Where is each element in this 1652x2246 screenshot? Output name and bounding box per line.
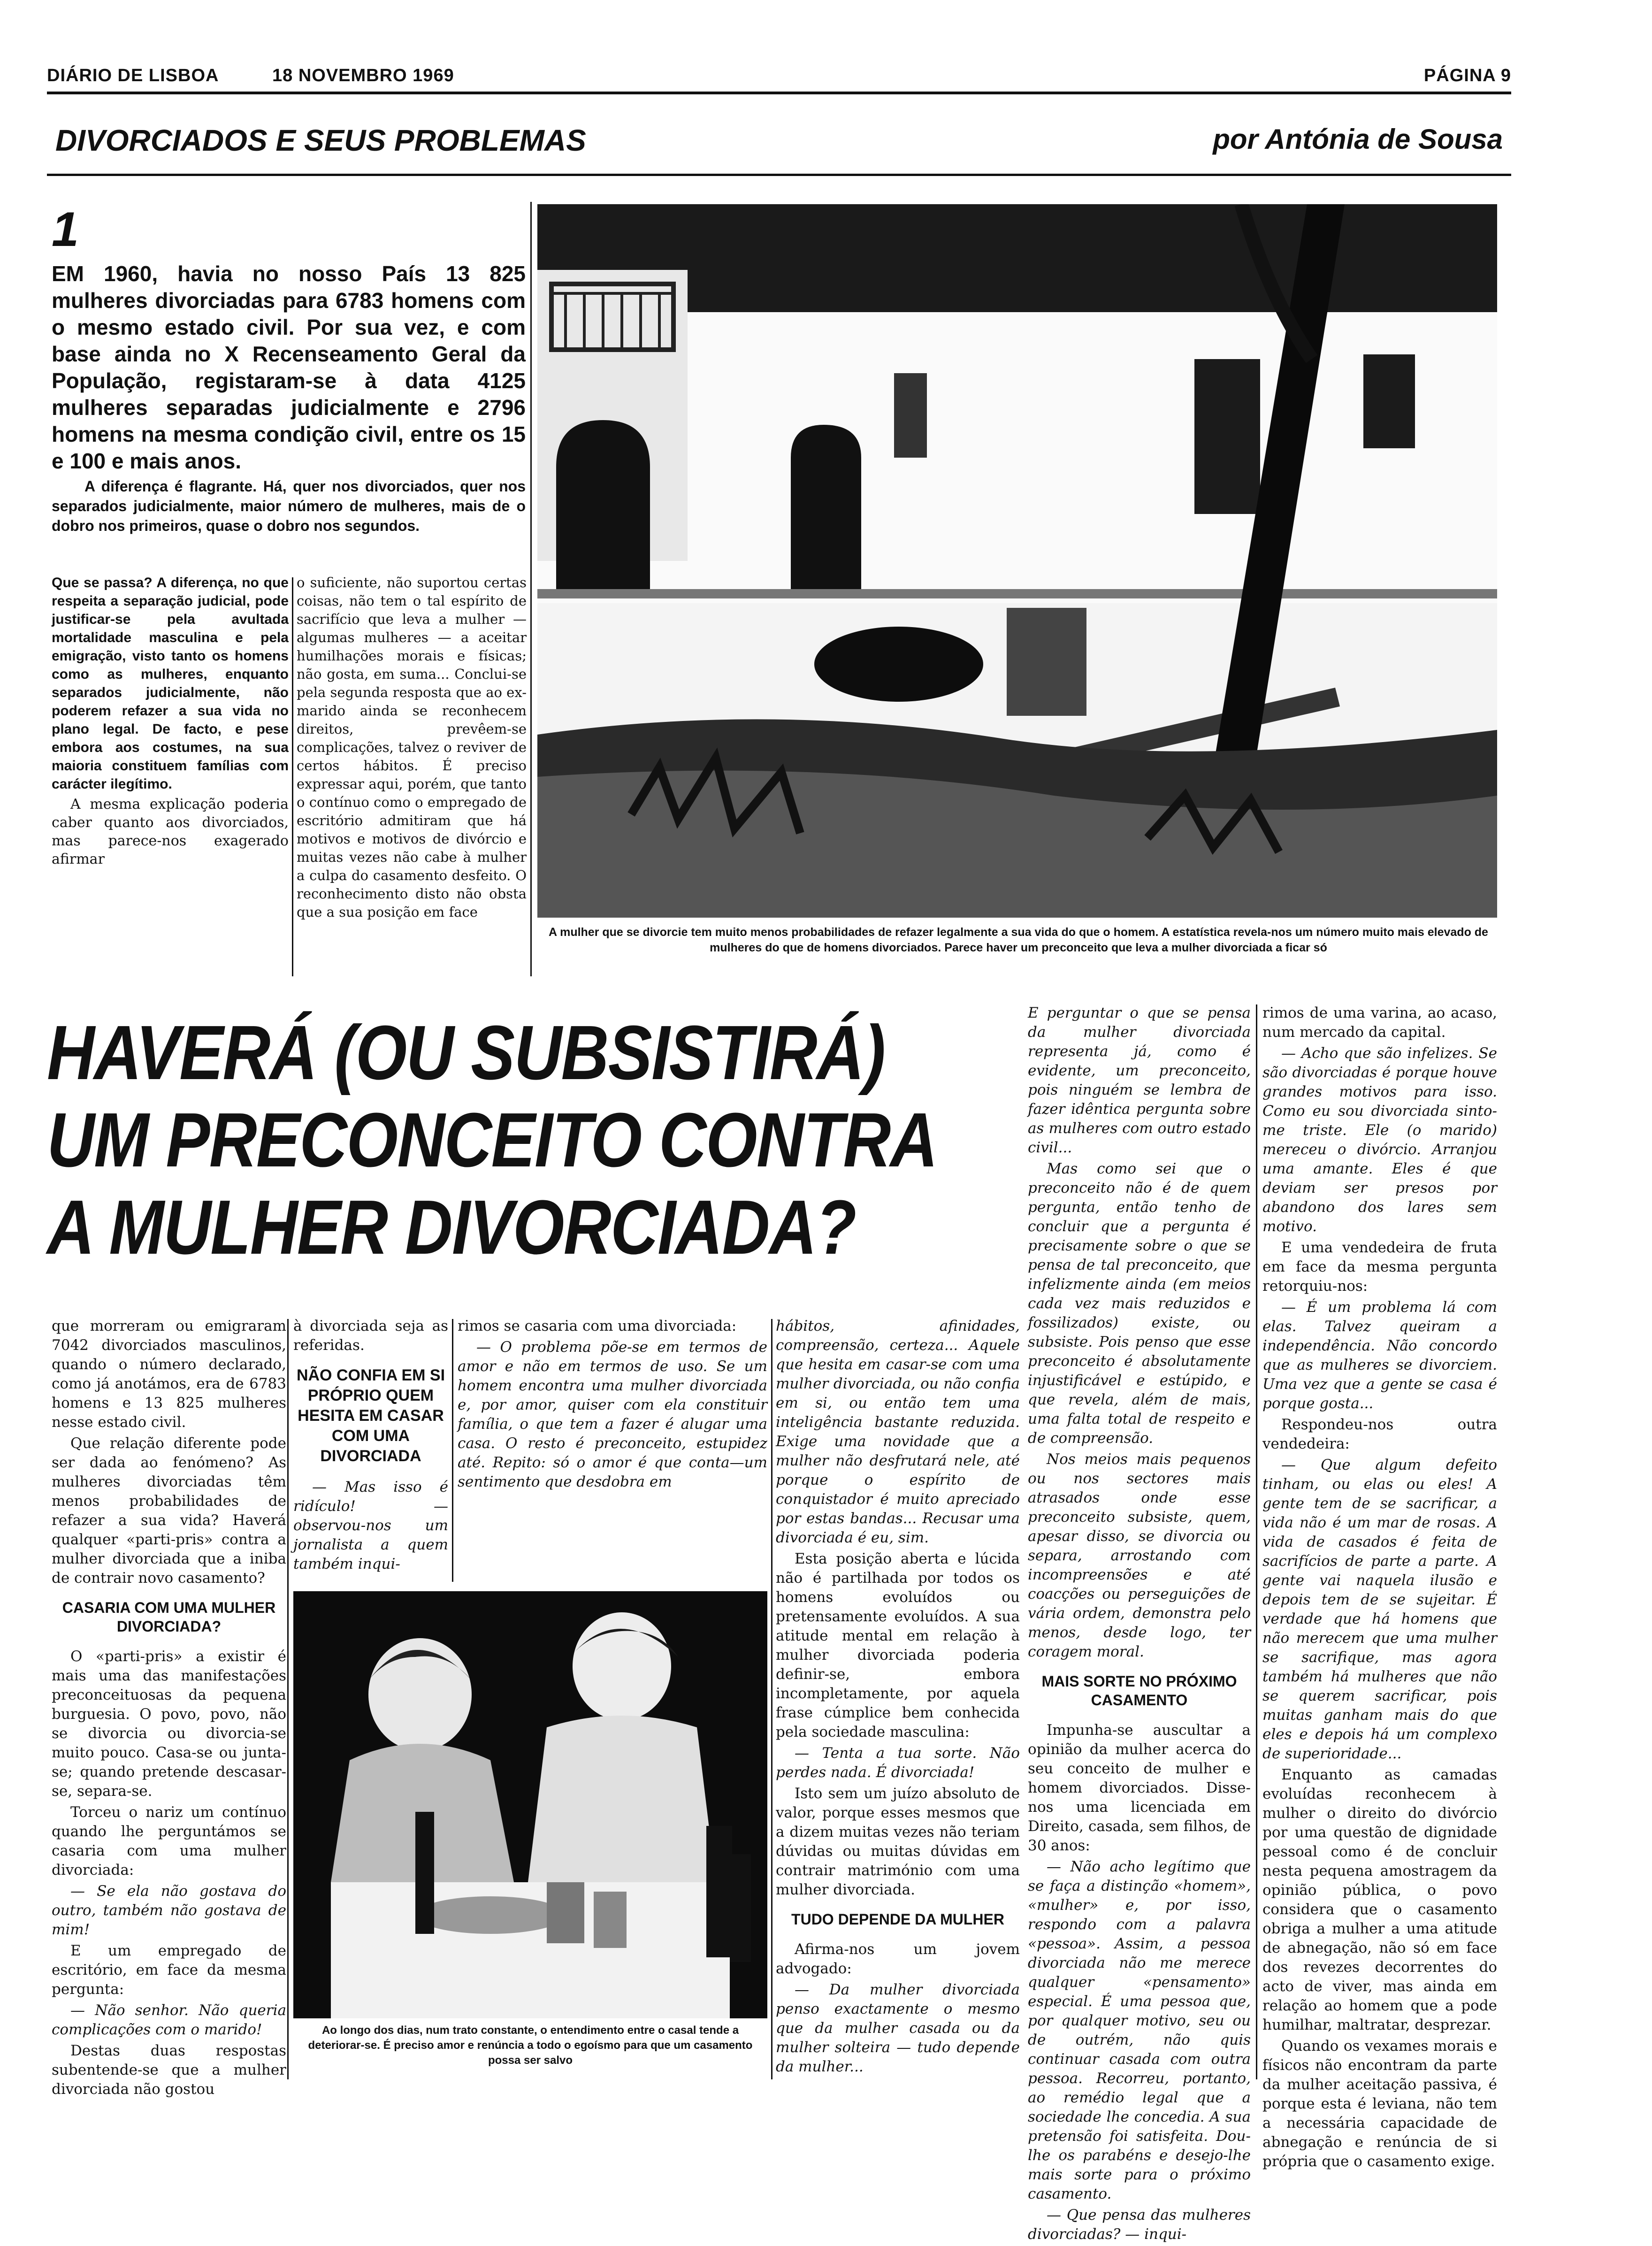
col-divider (287, 1319, 289, 2079)
headline-line2: UM PRECONCEITO CONTRA (47, 1097, 937, 1183)
col-b-p1: o suficiente, não suportou certas coisas, não tem o tal espírito de sacrifício que leva a mulher — algumas mulheres — a aceitar humilhações morais e físicas; não gosta, em suma... Conclui-se pela segunda resposta que ao ex-marido ainda se reconhecem direitos, prevêem-se complicações, talvez o reviver de certos hábitos. É preciso expressar aqui, porém, que tanto o contínuo como o empregado de escritório admitiram que há motivos e motivos de divórcio e muitas vezes não cabe à mulher a culpa do casamento desfeito. O reconhecimento disto não obsta que a sua posição em face (297, 575, 527, 920)
col-h-p3: E uma vendedeira de fruta em face da mesma pergunta retorquiu-nos: (1262, 1239, 1497, 1295)
col-h-p7: Enquanto as camadas evoluídas reconhecem à mulher o direito do divórcio por uma questão de dignidade pessoal como é de concluir nesta pequena amostragem da opinião pública, o povo considera que o casamento obriga a mulher a uma atitude de abnegação, não só em face dos revezes decorrentes do acto de viver, mas ainda em relação ao homem que a pode humilhar, maltratar, desprezar. (1262, 1766, 1497, 2033)
col-g-p1: E perguntar o que se pensa da mulher divorciada representa já, como é evidente, um preconceito, pois ninguém se lembra de fazer idêntica pergunta sobre as mulheres com outro estado civil... (1028, 1004, 1251, 1156)
couple-at-table-icon (293, 1591, 767, 2018)
col-c-p2: Que relação diferente pode ser dada ao fenómeno? As mulheres divorciadas têm menos probabilidades de refazer a sua vida? Haverá qualquer «parti-pris» contra a mulher divorciada que a iniba de contrair novo casamento? (52, 1435, 286, 1587)
col-c-p8: Destas duas respostas subentende-se que a mulher divorciada não gostou (52, 2042, 286, 2098)
headline-line1: HAVERÁ (OU SUBSISTIRÁ) (47, 1010, 885, 1096)
part-number: 1 (52, 202, 79, 257)
couple-at-table-photo (293, 1591, 767, 2018)
col-c-p4: Torceu o nariz um contínuo quando lhe perguntámos se casaria com uma mulher divorciada: (52, 1804, 286, 1878)
photo1-caption: A mulher que se divorcie tem muito menos probabilidades de refazer legalmente a sua vida do que o homem. A estatística revela-nos um número muito mais elevado de mulheres do que de homens divorciados. Parece haver um preconceito que leva a mulher divorciada a ficar só (549, 926, 1488, 954)
column-h (1262, 1004, 1497, 2173)
series-rule (47, 174, 1511, 176)
col-f-p2: Esta posição aberta e lúcida não é partilhada por todos os homens evoluídos ou pretensamente evoluídos. A sua atitude mental em relação à mulher divorciada poderia definir-se, embora incompletamente, por aquela frase cúmplice bem conhecida pela sociedade masculina: (776, 1550, 1020, 1740)
col-h-p6: — Que algum defeito tinham, ou elas ou eles! A gente tem de se sacrificar, a vida não é um mar de rosas. A vida de casados é feita de sacrifícios de parte a parte. A gente vai naquela ilusão e depois tem de se sujeitar. É verdade que há homens que não merecem que uma mulher se sacrifique, mas agora também há mulheres que não se querem sacrificar, pois muitas ganham mais do que eles e depois há um complexo de superioridade... (1262, 1456, 1497, 1762)
col-h-p8: Quando os vexames morais e físicos não encontram da parte da mulher aceitação passiva, é porque esta é leviana, não tem a necessária capacidade de abnegação e renúncia de si própria que o casamento exige. (1262, 2038, 1497, 2170)
page-number: PÁGINA 9 (1423, 66, 1511, 85)
intro-paragraph: A diferença é flagrante. Há, quer nos divorciados, quer nos separados judicialmente, maior número de mulheres, mais de o dobro nos primeiros, quase o dobro nos segundos. (52, 478, 526, 534)
col-g-subhead: MAIS SORTE NO PRÓXIMO CASAMENTO (1041, 1673, 1237, 1709)
street-scene-icon (537, 204, 1497, 918)
col-divider (292, 577, 293, 976)
issue-date: 18 NOVEMBRO 1969 (272, 66, 454, 85)
column-b (297, 574, 527, 923)
col-c-p3: O «parti-pris» a existir é mais uma das manifestações preconceituosas da pequena burguesia. O povo, povo, não se divorcia ou divorcia-se muito pouco. Casa-se ou junta-se; quando pretende descasar-se, separa-se. (52, 1648, 286, 1800)
col-f-p4: Isto sem um juízo absoluto de valor, porque esses mesmos que a dizem muitas vezes não teriam dúvidas ou muitas dúvidas em contrair matrimónio com uma mulher divorciada. (776, 1785, 1020, 1898)
column-d (293, 1317, 448, 1576)
col-c-subhead: CASARIA COM UMA MULHER DIVORCIADA? (62, 1599, 276, 1635)
series-title: DIVORCIADOS E SEUS PROBLEMAS (55, 123, 586, 157)
col-c-p5: — Se ela não gostava do outro, também não gostava de mim! (52, 1883, 286, 1938)
street-scene-photo (537, 204, 1497, 918)
col-divider (1256, 1004, 1257, 2079)
column-e (458, 1317, 767, 1494)
col-d-p1: à divorciada seja as referidas. (293, 1318, 448, 1354)
col-divider (530, 202, 532, 976)
col-e-p1: rimos se casaria com uma divorciada: (458, 1318, 737, 1334)
col-h-p5: Respondeu-nos outra vendedeira: (1262, 1416, 1497, 1452)
col-d-subhead: NÃO CONFIA EM SI PRÓPRIO QUEM HESITA EM CASAR COM UMA DIVORCIADA (296, 1366, 445, 1465)
lead-paragraph: EM 1960, havia no nosso País 13 825 mulheres divorciadas para 6783 homens com o mesmo estado civil. Por sua vez, e com base ainda no X Recenseamento Geral da População, registaram-se à data 4125 mulheres separadas judicialmente e 2796 homens na mesma condição civil, entre os 15 e 100 e mais anos. (52, 261, 526, 473)
col-h-p4: — É um problema lá com elas. Talvez queiram a independência. Não concordo que as mulheres se divorciem. Uma vez que a gente se casa é porque gosta... (1262, 1299, 1497, 1412)
byline: por Antónia de Sousa (1213, 123, 1503, 155)
col-h-p1: rimos de uma varina, ao acaso, num mercado da capital. (1262, 1004, 1497, 1041)
column-g (1028, 1004, 1251, 2246)
col-f-p6: — Da mulher divorciada penso exactamente o mesmo que da mulher casada ou da mulher solteira — tudo depende da mulher... (776, 1981, 1020, 2075)
col-e-p2: — O problema põe-se em termos de amor e não em termos de uso. Se um homem encontra uma mulher divorciada e, por amor, quiser com ela constituir família, o que tem a fazer é alugar uma casa. O resto é preconceito, estupidez até. Repito: só o amor é que conta—um sentimento que desdobra em (458, 1339, 767, 1490)
col-f-p5: Afirma-nos um jovem advogado: (776, 1941, 1020, 1977)
col-c-p1: que morreram ou emigraram 7042 divorciados masculinos, quando o número declarado, como já anotámos, era de 6783 homens e 13 825 mulheres nesse estado civil. (52, 1318, 286, 1431)
col-g-p6: — Que pensa das mulheres divorciadas? — inqui- (1028, 2207, 1251, 2243)
col-g-p3: Nos meios mais pequenos ou nos sectores mais atrasados onde esse preconceito subsiste, quem, apesar disso, se divorcia ou separa, arrostando com incompreensões e até coacções ou perseguições de vária ordem, demonstra pelo menos, desde logo, ter coragem moral. (1028, 1451, 1251, 1660)
col-c-p7: — Não senhor. Não queria complicações com o marido! (52, 2002, 286, 2038)
column-c (52, 1317, 286, 2101)
col-f-subhead: TUDO DEPENDE DA MULHER (791, 1911, 1004, 1928)
col-a-p2: A mesma explicação poderia caber quanto aos divorciados, mas parece-nos exagerado afirmar (52, 796, 289, 867)
col-d-p2: — Mas isso é ridículo! — observou-nos um jornalista a quem também inqui- (293, 1479, 448, 1572)
col-divider (452, 1319, 453, 1582)
col-f-p3: — Tenta a tua sorte. Não perdes nada. É divorciada! (776, 1745, 1020, 1781)
col-c-p6: E um empregado de escritório, em face da mesma pergunta: (52, 1942, 286, 1998)
col-divider (771, 1319, 772, 2079)
col-g-p5: — Não acho legítimo que se faça a distinção «homem», «mulher» e, por isso, respondo com a palavra «pessoa». Assim, a pessoa divorciada não me merece qualquer «pensamento» especial. É uma pessoa que, por qualquer motivo, seu ou de outrém, não quis continuar casada com outra pessoa. Recorreu, portanto, ao remédio legal que a sociedade lhe concedia. A sua pretensão foi satisfeita. Dou-lhe os parabéns e desejo-lhe mais sorte para o próximo casamento. (1028, 1858, 1251, 2202)
col-g-p4: Impunha-se auscultar a opinião da mulher acerca do seu conceito de mulher e homem divorciados. Disse-nos uma licenciada em Direito, casada, sem filhos, de 30 anos: (1028, 1722, 1251, 1854)
col-a-p1: Que se passa? A diferença, no que respeita a separação judicial, pode justificar-se pela avultada mortalidade masculina e pela emigração, visto tanto os homens como as mulheres, enquanto separados judicialmente, não poderem refazer a sua vida no plano legal. De facto, e pese embora aos costumes, na sua maioria constituem famílias com carácter ilegítimo. (52, 575, 289, 792)
col-h-p2: — Acho que são infelizes. Se são divorciadas é porque houve grandes motivos para isso. Como eu sou divorciada sinto-me triste. Ele (o marido) mereceu o divórcio. Arranjou uma amante. Eles é que deviam ser presos por abandono dos lares sem motivo. (1262, 1045, 1497, 1235)
headline-line3: A MULHER DIVORCIADA? (47, 1184, 856, 1270)
masthead-rule (47, 92, 1511, 94)
col-f-p1: hábitos, afinidades, compreensão, certeza... Aquele que hesita em casar-se com uma mulher divorciada, ou não confia em si, ou então tem uma inteligência bastante reduzida. Exige uma novidade que a mulher não desfrutará nele, até porque o espírito de conquistador é muito apreciado por estas bandas... Recusar uma divorciada é eu, sim. (776, 1318, 1020, 1546)
paper-name: DIÁRIO DE LISBOA (47, 66, 219, 85)
col-g-p2: Mas como sei que o preconceito não é de quem pergunta, então tenho de concluir que a pergunta é precisamente sobre o que se pensa de tal preconceito, que infelizmente ainda (em meios cada vez mais reduzidos e fossilizados) existe, ou subsiste. Pois penso que esse preconceito é absolutamente injustificável e estúpido, e que revela, além de mais, uma falta total de respeito e de compreensão. (1028, 1160, 1251, 1447)
photo2-caption: Ao longo dos dias, num trato constante, o entendimento entre o casal tende a deteriorar-se. É preciso amor e renúncia a todo o egoísmo para que um casamento possa ser salvo (308, 2024, 753, 2067)
column-a (52, 574, 289, 870)
column-f (776, 1317, 1020, 2078)
